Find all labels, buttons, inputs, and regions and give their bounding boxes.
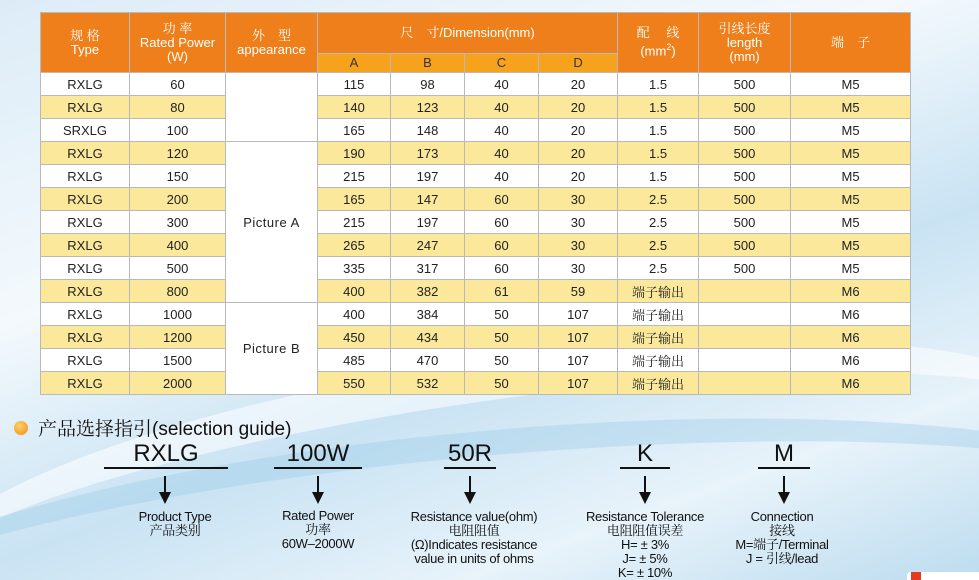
cell-lead-length xyxy=(699,349,791,372)
cell-terminal: M6 xyxy=(791,303,911,326)
cell-terminal: M5 xyxy=(791,165,911,188)
cell-dim-c: 40 xyxy=(465,165,539,188)
desc-rated-power: Rated Power 功率 60W–2000W xyxy=(281,508,355,551)
cell-power: 150 xyxy=(130,165,226,188)
desc-connection: Connection 接线 M=端子/Terminal J = 引线/lead xyxy=(735,509,829,566)
cell-dim-d: 30 xyxy=(539,257,618,280)
cell-lead-length: 500 xyxy=(699,211,791,234)
cell-dim-d: 20 xyxy=(539,165,618,188)
cell-dim-d: 30 xyxy=(539,234,618,257)
cell-terminal: M5 xyxy=(791,234,911,257)
header-lead-length: 引线长度 length (mm) xyxy=(699,13,791,73)
cell-wire: 2.5 xyxy=(618,211,699,234)
cell-terminal: M6 xyxy=(791,372,911,395)
header-appearance: 外 型 appearance xyxy=(226,13,318,73)
cell-dim-d: 30 xyxy=(539,188,618,211)
cell-dim-a: 485 xyxy=(318,349,391,372)
cell-dim-a: 550 xyxy=(318,372,391,395)
cell-terminal: M5 xyxy=(791,188,911,211)
cell-dim-a: 265 xyxy=(318,234,391,257)
cell-wire: 端子输出 xyxy=(618,349,699,372)
cell-power: 80 xyxy=(130,96,226,119)
code-product-type: RXLG xyxy=(104,441,228,469)
cell-type: RXLG xyxy=(41,326,130,349)
table-row xyxy=(41,372,911,395)
cell-type: RXLG xyxy=(41,372,130,395)
cell-lead-length: 500 xyxy=(699,234,791,257)
selection-guide-title: 产品选择指引(selection guide) xyxy=(14,414,291,441)
cell-dim-d: 20 xyxy=(539,119,618,142)
cell-dim-b: 197 xyxy=(391,211,465,234)
cell-dim-d: 30 xyxy=(539,211,618,234)
table-row xyxy=(41,96,911,119)
desc-tolerance: Resistance Tolerance 电阻阻值误差 H= ± 3% J= ± 5% K= ± 10% xyxy=(585,510,705,580)
cell-dim-c: 61 xyxy=(465,280,539,303)
cell-lead-length: 500 xyxy=(699,165,791,188)
table-row xyxy=(41,188,911,211)
cell-dim-d: 107 xyxy=(539,349,618,372)
cell-type: RXLG xyxy=(41,303,130,326)
cell-dim-c: 60 xyxy=(465,211,539,234)
cell-dim-a: 165 xyxy=(318,119,391,142)
table-row xyxy=(41,234,911,257)
cell-dim-b: 123 xyxy=(391,96,465,119)
cell-lead-length: 500 xyxy=(699,73,791,96)
header-terminal: 端 子 xyxy=(791,13,911,73)
cell-dim-b: 148 xyxy=(391,119,465,142)
cell-type: RXLG xyxy=(41,96,130,119)
arrow-down-icon xyxy=(312,476,324,504)
cell-type: RXLG xyxy=(41,188,130,211)
cell-power: 2000 xyxy=(130,372,226,395)
cell-dim-b: 470 xyxy=(391,349,465,372)
header-dim-b: B xyxy=(391,54,465,73)
cell-type: RXLG xyxy=(41,349,130,372)
cell-dim-c: 60 xyxy=(465,188,539,211)
table-row xyxy=(41,303,911,326)
cell-terminal: M5 xyxy=(791,73,911,96)
cell-dim-c: 50 xyxy=(465,326,539,349)
cell-dim-a: 115 xyxy=(318,73,391,96)
cell-power: 120 xyxy=(130,142,226,165)
cell-wire: 端子输出 xyxy=(618,326,699,349)
arrow-down-icon xyxy=(464,476,476,504)
cell-terminal: M5 xyxy=(791,257,911,280)
cell-lead-length: 500 xyxy=(699,257,791,280)
desc-resistance: Resistance value(ohm) 电阻阻值 (Ω)Indicates resistance value in units of ohms xyxy=(410,509,538,566)
cell-terminal: M5 xyxy=(791,119,911,142)
cell-dim-b: 532 xyxy=(391,372,465,395)
cell-dim-b: 173 xyxy=(391,142,465,165)
cell-dim-b: 384 xyxy=(391,303,465,326)
table-row xyxy=(41,119,911,142)
table-row xyxy=(41,280,911,303)
table-row xyxy=(41,73,911,96)
cell-dim-a: 215 xyxy=(318,165,391,188)
cell-dim-b: 147 xyxy=(391,188,465,211)
cell-power: 1500 xyxy=(130,349,226,372)
cell-dim-a: 215 xyxy=(318,211,391,234)
table-row xyxy=(41,142,911,165)
cell-type: RXLG xyxy=(41,165,130,188)
cell-power: 800 xyxy=(130,280,226,303)
cell-type: RXLG xyxy=(41,257,130,280)
cell-dim-a: 190 xyxy=(318,142,391,165)
cell-dim-c: 50 xyxy=(465,303,539,326)
header-dim-d: D xyxy=(539,54,618,73)
cell-wire: 1.5 xyxy=(618,96,699,119)
table-row xyxy=(41,349,911,372)
cell-terminal: M5 xyxy=(791,142,911,165)
cell-dim-d: 107 xyxy=(539,372,618,395)
cell-terminal: M6 xyxy=(791,349,911,372)
cell-power: 200 xyxy=(130,188,226,211)
cell-dim-c: 60 xyxy=(465,234,539,257)
cell-type: RXLG xyxy=(41,280,130,303)
cell-dim-b: 382 xyxy=(391,280,465,303)
cell-dim-d: 107 xyxy=(539,326,618,349)
cell-dim-c: 50 xyxy=(465,372,539,395)
header-type: 规 格 Type xyxy=(41,13,130,73)
cell-wire: 1.5 xyxy=(618,142,699,165)
cell-lead-length xyxy=(699,372,791,395)
cell-dim-b: 247 xyxy=(391,234,465,257)
cell-wire: 2.5 xyxy=(618,234,699,257)
cell-power: 60 xyxy=(130,73,226,96)
cell-dim-b: 98 xyxy=(391,73,465,96)
cell-lead-length: 500 xyxy=(699,96,791,119)
cell-wire: 1.5 xyxy=(618,165,699,188)
cell-terminal: M5 xyxy=(791,211,911,234)
cell-type: RXLG xyxy=(41,73,130,96)
cell-power: 400 xyxy=(130,234,226,257)
cell-dim-b: 317 xyxy=(391,257,465,280)
corner-logo xyxy=(907,572,979,580)
table-row xyxy=(41,165,911,188)
cell-dim-c: 40 xyxy=(465,73,539,96)
cell-dim-a: 400 xyxy=(318,280,391,303)
cell-wire: 端子输出 xyxy=(618,303,699,326)
cell-wire: 1.5 xyxy=(618,73,699,96)
code-rated-power: 100W xyxy=(274,441,362,469)
table-row xyxy=(41,211,911,234)
cell-dim-d: 20 xyxy=(539,96,618,119)
cell-lead-length xyxy=(699,280,791,303)
code-resistance: 50R xyxy=(444,441,496,469)
cell-dim-a: 400 xyxy=(318,303,391,326)
cell-dim-d: 20 xyxy=(539,142,618,165)
cell-lead-length: 500 xyxy=(699,119,791,142)
cell-dim-d: 59 xyxy=(539,280,618,303)
cell-type: RXLG xyxy=(41,211,130,234)
arrow-down-icon xyxy=(159,476,171,504)
spec-table-body xyxy=(41,73,911,395)
cell-dim-c: 40 xyxy=(465,142,539,165)
cell-dim-b: 197 xyxy=(391,165,465,188)
cell-wire: 2.5 xyxy=(618,188,699,211)
header-dimension: 尺 寸/Dimension(mm) xyxy=(318,13,618,54)
code-connection: M xyxy=(758,441,810,469)
cell-lead-length: 500 xyxy=(699,188,791,211)
cell-dim-c: 50 xyxy=(465,349,539,372)
code-tolerance: K xyxy=(620,441,670,469)
cell-dim-c: 40 xyxy=(465,119,539,142)
cell-power: 500 xyxy=(130,257,226,280)
cell-dim-a: 450 xyxy=(318,326,391,349)
desc-product-type: Product Type 产品类别 xyxy=(138,509,212,538)
cell-appearance-blank xyxy=(226,73,318,142)
header-dim-a: A xyxy=(318,54,391,73)
cell-terminal: M6 xyxy=(791,280,911,303)
cell-terminal: M6 xyxy=(791,326,911,349)
spec-table xyxy=(40,12,911,395)
header-dim-c: C xyxy=(465,54,539,73)
cell-lead-length xyxy=(699,326,791,349)
arrow-down-icon xyxy=(639,476,651,504)
cell-wire: 1.5 xyxy=(618,119,699,142)
bullet-icon xyxy=(14,421,28,435)
cell-dim-c: 40 xyxy=(465,96,539,119)
arrow-down-icon xyxy=(778,476,790,504)
cell-dim-a: 165 xyxy=(318,188,391,211)
cell-appearance-picture-b: Picture B xyxy=(226,303,318,395)
cell-dim-c: 60 xyxy=(465,257,539,280)
cell-dim-a: 335 xyxy=(318,257,391,280)
cell-wire: 端子输出 xyxy=(618,372,699,395)
cell-dim-b: 434 xyxy=(391,326,465,349)
cell-power: 100 xyxy=(130,119,226,142)
cell-power: 300 xyxy=(130,211,226,234)
cell-type: RXLG xyxy=(41,142,130,165)
cell-wire: 端子输出 xyxy=(618,280,699,303)
cell-type: RXLG xyxy=(41,234,130,257)
cell-lead-length xyxy=(699,303,791,326)
cell-appearance-picture-a: Picture A xyxy=(226,142,318,303)
cell-dim-d: 107 xyxy=(539,303,618,326)
cell-wire: 2.5 xyxy=(618,257,699,280)
header-wire: 配 线 $(mm^2)$ xyxy=(618,13,699,73)
cell-terminal: M5 xyxy=(791,96,911,119)
cell-type: SRXLG xyxy=(41,119,130,142)
table-row xyxy=(41,257,911,280)
table-row xyxy=(41,326,911,349)
cell-dim-d: 20 xyxy=(539,73,618,96)
cell-dim-a: 140 xyxy=(318,96,391,119)
header-power: 功 率 Rated Power (W) xyxy=(130,13,226,73)
cell-power: 1000 xyxy=(130,303,226,326)
cell-lead-length: 500 xyxy=(699,142,791,165)
cell-power: 1200 xyxy=(130,326,226,349)
